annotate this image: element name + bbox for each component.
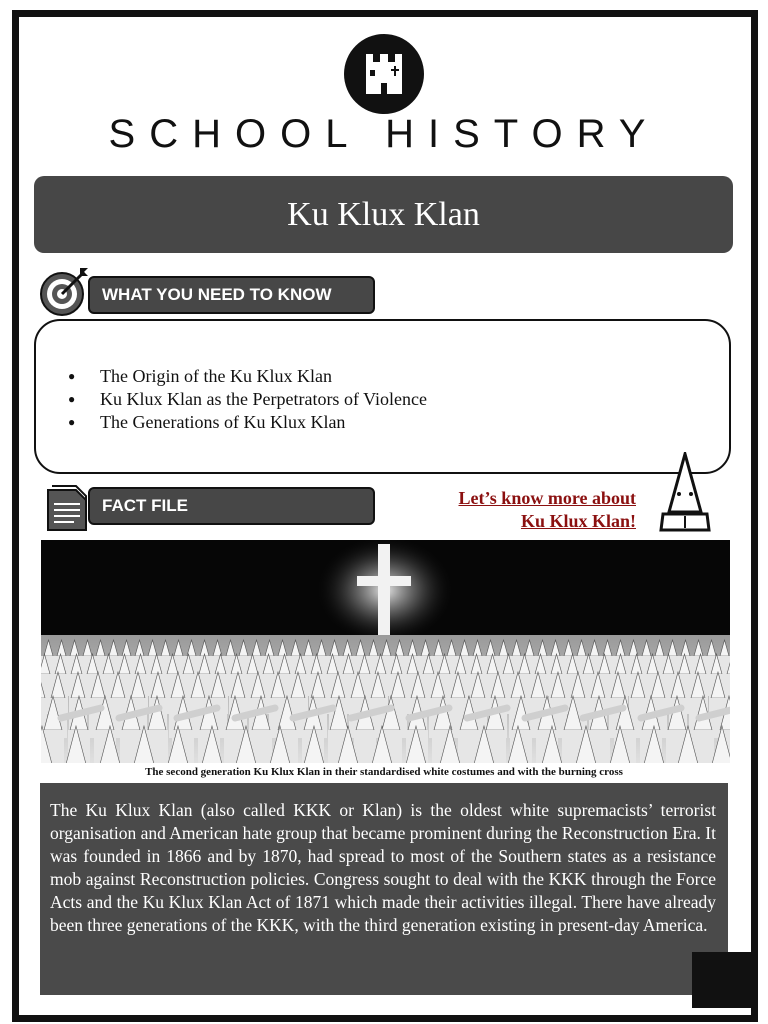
list-item: ● Ku Klux Klan as the Perpetrators of Violence (68, 388, 427, 411)
what-you-need-to-know-label: WHAT YOU NEED TO KNOW (88, 276, 375, 314)
fact-file-label: FACT FILE (88, 487, 375, 525)
list-item: ● The Generations of Ku Klux Klan (68, 411, 427, 434)
target-icon (38, 264, 92, 318)
what-you-need-to-know-panel (34, 319, 731, 474)
description-panel: The Ku Klux Klan (also called KKK or Klan) is the oldest white supremacists’ terrorist organisation and American hate group that became prominent during the Reconstruction Era. It was founded in 1866 and by 1870, had spread to most of the Southern states as a resistance mob against Reconstruction policies. Congress sought to deal with the KKK through the Force Acts and the Ku Klux Klan Act of 1871 which made their activities illegal. There have already been three generations of the KKK, with the third generation existing in present-day America. (40, 783, 728, 995)
brand-name: SCHOOL HISTORY (108, 112, 660, 156)
corner-logo-mark (692, 952, 752, 1008)
page-title: Ku Klux Klan (34, 176, 733, 253)
callout-line-2: Ku Klux Klan! (520, 511, 636, 531)
document-icon (46, 482, 90, 532)
learn-more-callout (400, 487, 636, 533)
photo-caption: The second generation Ku Klux Klan in their standardised white costumes and with the burning cross (145, 766, 623, 778)
topic-list (68, 365, 427, 434)
rally-illustration (41, 540, 730, 763)
klan-rally-photo (41, 540, 730, 763)
klan-hood-icon (657, 452, 713, 534)
brand-logo (344, 34, 424, 114)
callout-line-1: Let’s know more about (458, 488, 636, 508)
list-item: ● The Origin of the Ku Klux Klan (68, 365, 427, 388)
castle-icon (360, 50, 408, 98)
